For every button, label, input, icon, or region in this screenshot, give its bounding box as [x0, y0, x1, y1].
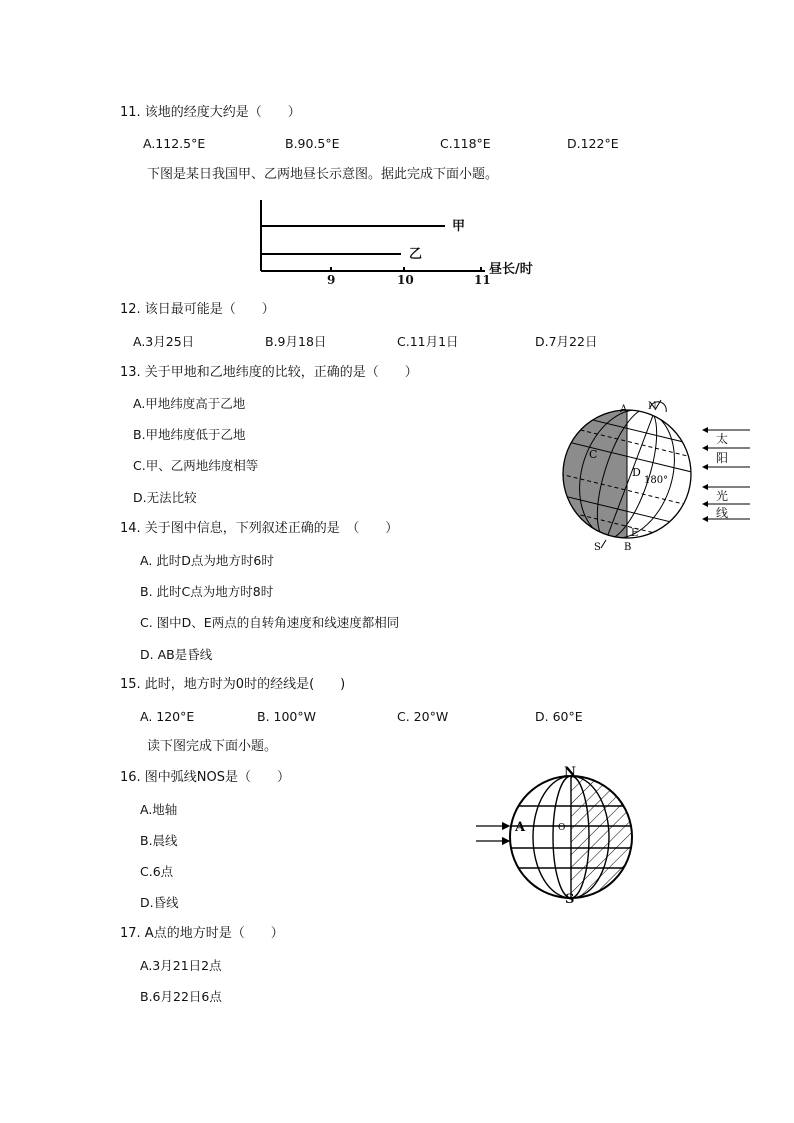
question-16-stem: 16. 图中弧线NOS是（ ）	[120, 770, 291, 785]
q15-option-d: D. 60°E	[535, 709, 583, 724]
q16-option-a: A.地轴	[140, 802, 178, 817]
question-13-stem: 13. 关于甲地和乙地纬度的比较，正确的是（ ）	[120, 365, 418, 380]
intro-read-figure: 读下图完成下面小题。	[147, 739, 278, 754]
globe1-label-d: D	[632, 466, 641, 479]
label-jia: 甲	[452, 219, 466, 234]
q11-option-b: B.90.5°E	[285, 136, 340, 151]
question-12-stem: 12. 该日最可能是（ ）	[120, 302, 275, 317]
question-14-stem: 14. 关于图中信息，下列叙述正确的是 （ ）	[120, 521, 399, 536]
q11-option-c: C.118°E	[440, 136, 491, 151]
question-17-stem: 17. A点的地方时是（ ）	[120, 926, 284, 941]
tick-11: 11	[474, 273, 491, 287]
globe2-label-n: N	[564, 765, 576, 780]
globe1-label-c: C	[589, 448, 598, 461]
globe1-label-n: N	[648, 401, 657, 412]
q12-option-a: A.3月25日	[133, 334, 195, 349]
q16-option-b: B.晨线	[140, 833, 178, 848]
globe1-label-e: E	[631, 528, 639, 539]
q12-option-c: C.11月1日	[397, 334, 459, 349]
q14-option-c: C. 图中D、E两点的自转角速度和线速度都相同	[140, 615, 400, 630]
q17-option-a: A.3月21日2点	[140, 958, 222, 973]
globe1-label-s: S	[594, 542, 601, 553]
q17-option-b: B.6月22日6点	[140, 989, 222, 1004]
sun-char-4: 线	[716, 506, 729, 520]
question-15-stem: 15. 此时，地方时为0时的经线是( )	[120, 677, 346, 692]
globe2-label-a: A	[515, 820, 526, 835]
tick-10: 10	[397, 273, 414, 287]
globe2-label-o: O	[558, 823, 566, 833]
q15-option-b: B. 100°W	[257, 709, 316, 724]
tick-9: 9	[327, 273, 336, 287]
sun-char-2: 阳	[716, 451, 729, 465]
sun-char-3: 光	[716, 489, 729, 503]
q14-option-b: B. 此时C点为地方时8时	[140, 584, 274, 599]
globe1-label-180: 180°	[644, 475, 669, 486]
globe2-label-s: S	[565, 892, 575, 907]
question-11-stem: 11. 该地的经度大约是（ ）	[120, 105, 301, 120]
q15-option-c: C. 20°W	[397, 709, 449, 724]
intro-daylength: 下图是某日我国甲、乙两地昼长示意图。据此完成下面小题。	[147, 167, 499, 182]
q15-option-a: A. 120°E	[140, 709, 195, 724]
q14-option-a: A. 此时D点为地方时6时	[140, 553, 274, 568]
q14-option-d: D. AB是昏线	[140, 647, 213, 662]
label-yi: 乙	[409, 247, 423, 262]
globe1-label-b: B	[624, 542, 632, 553]
q12-option-b: B.9月18日	[265, 334, 327, 349]
q13-option-b: B.甲地纬度低于乙地	[133, 427, 246, 442]
q13-option-a: A.甲地纬度高于乙地	[133, 396, 246, 411]
q13-option-d: D.无法比较	[133, 490, 197, 505]
q16-option-d: D.昏线	[140, 895, 179, 910]
q16-option-c: C.6点	[140, 864, 174, 879]
globe1-label-a: A	[620, 404, 628, 415]
q11-option-a: A.112.5°E	[143, 136, 206, 151]
q12-option-d: D.7月22日	[535, 334, 598, 349]
sun-char-1: 太	[716, 432, 729, 446]
q11-option-d: D.122°E	[567, 136, 619, 151]
axis-label: 昼长/时	[489, 262, 533, 277]
q13-option-c: C.甲、乙两地纬度相等	[133, 458, 259, 473]
